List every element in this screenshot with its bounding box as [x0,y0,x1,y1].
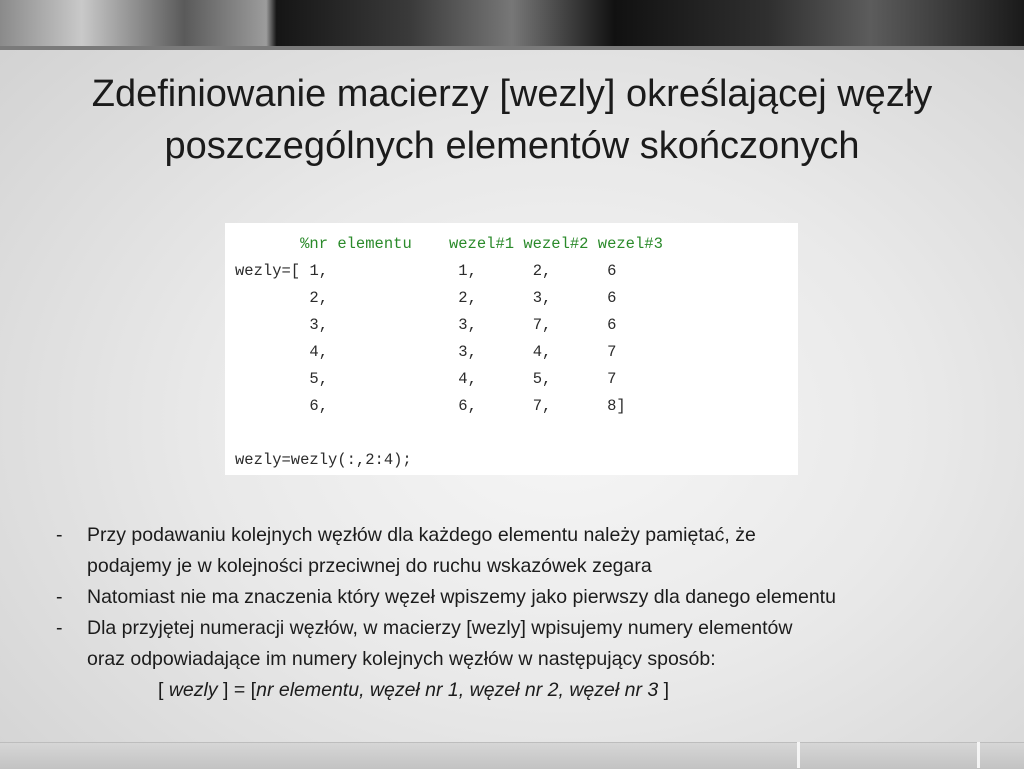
bullet-text: Natomiast nie ma znaczenia który węzeł wpiszemy jako pierwszy dla danego elementu [87,586,836,608]
code-row-elem: 5, [309,370,329,388]
code-row-node1: 4, [458,370,477,388]
bullet-item [56,582,996,613]
code-text [235,231,663,474]
footer-divider [977,742,980,768]
code-listing [225,223,798,475]
formula-close: ] [658,679,670,701]
code-row-node1: 3, [458,316,477,334]
code-row-node1: 6, [458,397,477,415]
code-row-node3: 6 [607,316,617,334]
code-row-node3: 7 [607,343,617,361]
bullet-dash: - [56,617,63,639]
code-row-elem: 3, [309,316,329,334]
code-row-node2: 7, [532,316,552,334]
code-row-node3: 6 [607,262,617,280]
bullet-text: oraz odpowiadające im numery kolejnych węzłów w następujący sposób: [87,648,716,670]
slide-title [30,68,994,172]
bullet-text: Przy podawaniu kolejnych węzłów dla każdego elementu należy pamiętać, że [87,524,756,546]
bullet-text: podajemy je w kolejności przeciwnej do ruchu wskazówek zegara [87,555,652,577]
formula-content: nr elementu, węzeł nr 1, węzeł nr 2, węzeł nr 3 [256,679,659,701]
code-row-node3: 6 [607,289,617,307]
footer-divider [797,742,800,768]
code-row-node3: 8] [607,397,626,415]
code-row-node2: 3, [532,289,552,307]
formula-open: [ [158,679,169,701]
bullet-list [56,520,996,706]
code-row-node2: 4, [532,343,552,361]
bullet-item [56,613,996,675]
code-row-elem: 4, [309,343,329,361]
title-line-2: poszczególnych elementów skończonych [164,125,860,167]
bullet-dash: - [56,586,63,608]
code-assign-prefix: wezly=[ [235,262,301,280]
bullet-dash: - [56,524,63,546]
code-row-node1: 1, [458,262,477,280]
code-row-elem: 2, [309,289,329,307]
code-header-comment: %nr elementu wezel#1 wezel#2 wezel#3 [300,235,663,253]
code-row-node3: 7 [607,370,617,388]
bullet-text: Dla przyjętej numeracji węzłów, w macierzy [wezly] wpisujemy numery elementów [87,617,793,639]
code-row-node1: 3, [458,343,477,361]
bullet-item [56,520,996,582]
formula-middle: ] = [ [217,679,257,701]
code-row-node1: 2, [458,289,477,307]
code-row-node2: 5, [532,370,552,388]
matrix-formula [56,675,996,706]
header-photo-band [0,0,1024,46]
title-line-1: Zdefiniowanie macierzy [wezly] określającej węzły [91,73,933,115]
header-divider [0,46,1024,50]
code-row-node2: 7, [532,397,552,415]
formula-name: wezly [168,679,218,701]
code-row-elem: 6, [309,397,329,415]
code-row-node2: 2, [532,262,552,280]
code-last-line: wezly=wezly(:,2:4); [235,451,412,469]
footer-band [0,742,1024,769]
code-row-elem: 1, [309,262,329,280]
